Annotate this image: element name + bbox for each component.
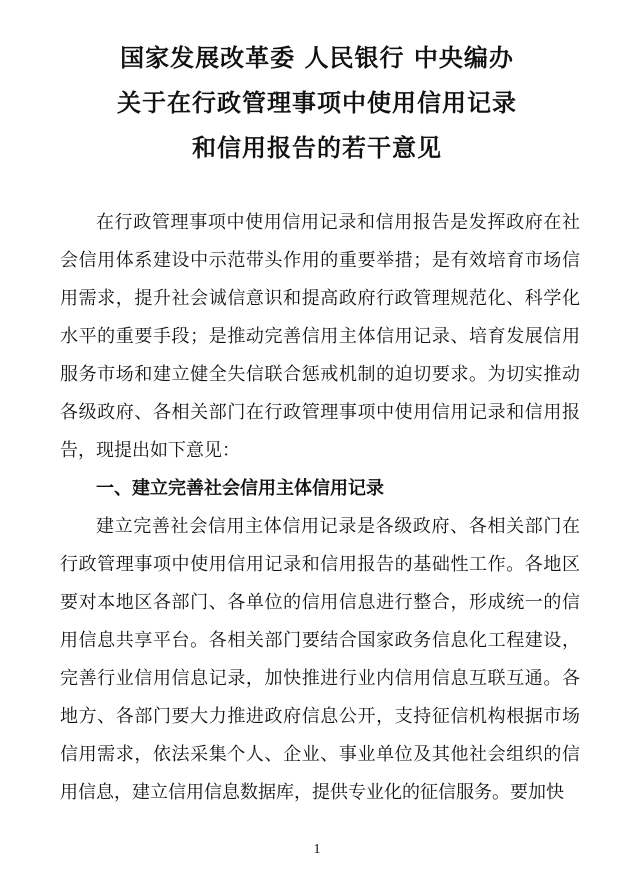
page-number: 1 [313, 842, 321, 857]
document-title [0, 36, 634, 171]
title-line-3: 和信用报告的若干意见 [192, 134, 442, 162]
document-body [60, 204, 580, 812]
section-1-heading: 一、建立完善社会信用主体信用记录 [96, 478, 384, 499]
title-line-2: 关于在行政管理事项中使用信用记录 [117, 89, 517, 117]
section-1-paragraph: 建立完善社会信用主体信用记录是各级政府、各相关部门在行政管理事项中使用信用记录和信用报告的基础性工作。各地区要对本地区各部门、各单位的信用信息进行整合，形成统一的信用信息共享平台。各相关部门要结合国家政务信息化工程建设，完善行业信用信息记录，加快推进行业内信用信息互联互通。各地方、各部门要大力推进政府信息公开，支持征信机构根据市场信用需求，依法采集个人、企业、事业单位及其他社会组织的信用信息，建立信用信息数据库，提供专业化的征信服务。要加快 [60, 516, 580, 803]
title-line-1: 国家发展改革委 人民银行 中央编办 [120, 44, 514, 72]
intro-paragraph: 在行政管理事项中使用信用记录和信用报告是发挥政府在社会信用体系建设中示范带头作用的重要举措；是有效培育市场信用需求，提升社会诚信意识和提高政府行政管理规范化、科学化水平的重要手段；是推动完善信用主体信用记录、培育发展信用服务市场和建立健全失信联合惩戒机制的迫切要求。为切实推动各级政府、各相关部门在行政管理事项中使用信用记录和信用报告，现提出如下意见： [60, 212, 580, 461]
